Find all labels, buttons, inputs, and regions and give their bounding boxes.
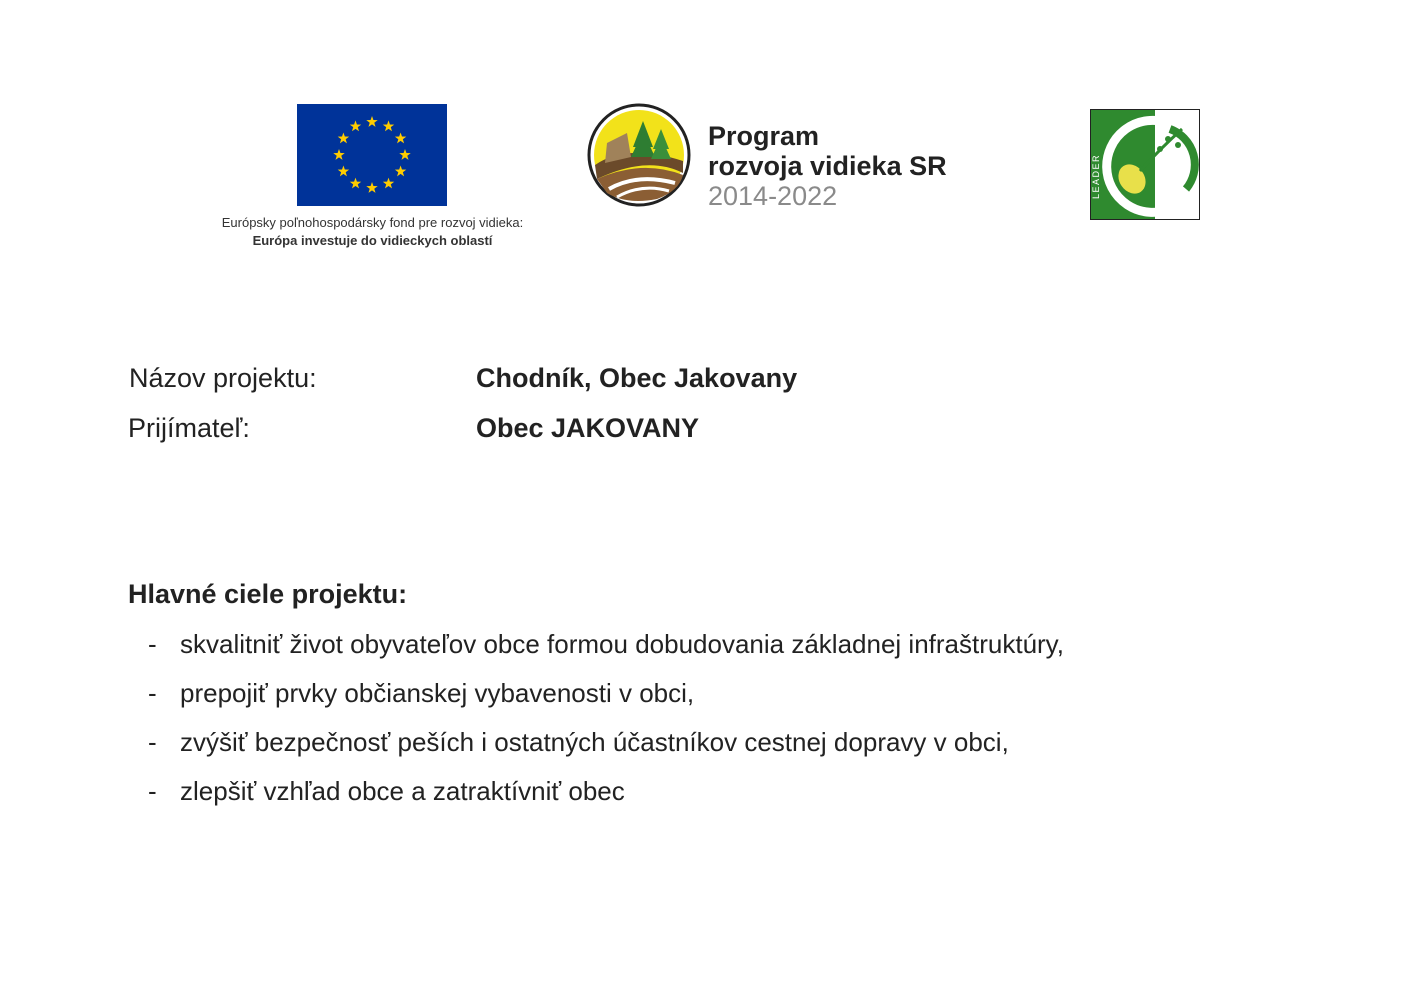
goal-text: prepojiť prvky občianskej vybavenosti v obci, xyxy=(180,678,695,708)
eu-caption-line1: Európsky poľnohospodársky fond pre rozvoj vidieka: xyxy=(221,215,524,230)
goals-list xyxy=(148,627,1064,823)
goal-text: skvalitniť život obyvateľov obce formou dobudovania základnej infraštruktúry, xyxy=(180,629,1064,659)
eu-fund-caption xyxy=(170,214,575,250)
goal-item xyxy=(148,774,1064,823)
recipient-label: Prijímateľ: xyxy=(128,413,250,443)
goal-item xyxy=(148,725,1064,774)
goal-text: zlepšiť vzhľad obce a zatraktívniť obec xyxy=(180,776,625,806)
goal-bullet: - xyxy=(148,776,157,806)
eu-caption-line2: Európa investuje do vidieckych oblastí xyxy=(252,233,493,248)
prv-title-years: 2014-2022 xyxy=(708,181,838,211)
eu-flag-logo xyxy=(297,104,447,206)
recipient-value: Obec JAKOVANY xyxy=(476,413,700,443)
goal-bullet: - xyxy=(148,727,157,757)
leader-logo-text: LEADER xyxy=(1091,153,1101,199)
goals-heading: Hlavné ciele projektu: xyxy=(128,579,408,609)
prv-title-line2: rozvoja vidieka SR xyxy=(708,151,947,181)
goal-bullet: - xyxy=(148,678,157,708)
prv-emblem-logo xyxy=(587,103,691,207)
prv-title-line1: Program xyxy=(708,121,820,151)
leader-logo xyxy=(1090,109,1200,220)
goal-text: zvýšiť bezpečnosť peších i ostatných účastníkov cestnej dopravy v obci, xyxy=(180,727,1009,757)
prv-title xyxy=(708,121,947,211)
project-name-label: Názov projektu: xyxy=(129,363,317,393)
goal-item xyxy=(148,676,1064,725)
goal-bullet: - xyxy=(148,629,157,659)
goal-item xyxy=(148,627,1064,676)
project-name-value: Chodník, Obec Jakovany xyxy=(476,363,798,393)
